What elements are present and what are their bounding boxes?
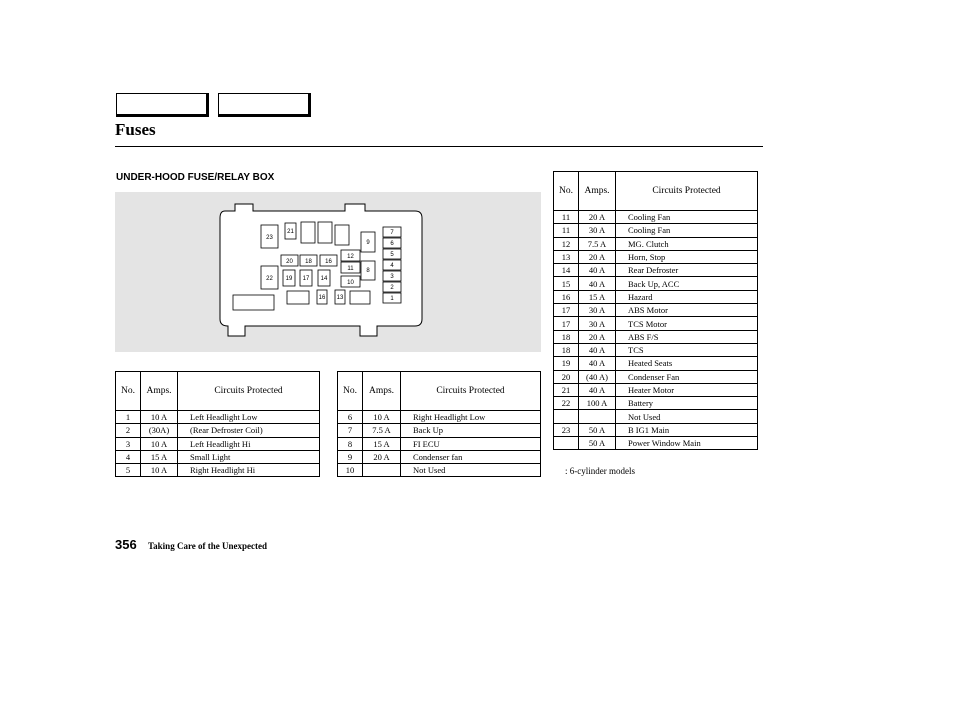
fuse-circuit: FI ECU [401,437,541,450]
table-row [338,411,541,424]
fuse-number: 17 [554,304,579,317]
col-header-circuits: Circuits Protected [401,372,541,411]
table-row [554,357,758,370]
fuse-circuit: B IG1 Main [616,423,758,436]
col-header-no: No. [554,172,579,211]
relay-slot-c [335,225,349,245]
relay-slot-a [301,222,315,243]
fuse-number: 23 [554,423,579,436]
fuse-number: 6 [338,411,363,424]
fuse-amps: 40 A [579,277,616,290]
fuse-amps: 50 A [579,437,616,450]
label-22: 22 [266,276,273,282]
fuse-circuit: Power Window Main [616,437,758,450]
table-row [554,304,758,317]
table-row [554,264,758,277]
fuse-number: 10 [338,464,363,477]
fuse-amps: 30 A [579,224,616,237]
fuse-amps [579,410,616,423]
fuse-number: 11 [554,211,579,224]
relay-slot-f [233,295,274,310]
fuse-circuit: ABS F/S [616,330,758,343]
fuse-number: 12 [554,237,579,250]
fuse-circuit: Right Headlight Hi [178,464,320,477]
label-16a: 16 [325,259,332,265]
fuse-number: 22 [554,397,579,410]
label-12: 12 [347,254,354,260]
label-13: 13 [336,295,344,301]
label-18: 18 [305,259,312,265]
fuse-amps: (40 A) [579,370,616,383]
fuse-amps: 100 A [579,397,616,410]
table-row [338,424,541,437]
label-8: 8 [366,268,370,274]
fuse-amps: 20 A [363,450,401,463]
fuse-number: 7 [338,424,363,437]
fuse-circuit: Not Used [401,464,541,477]
label-6: 6 [390,241,394,247]
fuse-table-right [553,171,758,450]
table-row [554,237,758,250]
fuse-circuit: Horn, Stop [616,250,758,263]
header-tab-left [116,93,209,117]
col-header-circuits: Circuits Protected [616,172,758,211]
fuse-circuit: Right Headlight Low [401,411,541,424]
fuse-number: 20 [554,370,579,383]
fuse-circuit: Left Headlight Hi [178,437,320,450]
fuse-amps: 40 A [579,264,616,277]
fuse-circuit: TCS [616,343,758,356]
fuse-circuit: Back Up [401,424,541,437]
table-row [338,450,541,463]
table-row [554,250,758,263]
section-heading: UNDER-HOOD FUSE/RELAY BOX [116,172,275,183]
fuse-circuit: Back Up, ACC [616,277,758,290]
fuse-number: 15 [554,277,579,290]
fuse-number: 21 [554,383,579,396]
table-row [554,317,758,330]
table-row [554,277,758,290]
fuse-amps: 30 A [579,304,616,317]
fuse-number: 1 [116,411,141,424]
label-23: 23 [266,235,273,241]
fuse-table-middle [337,371,541,477]
fuse-number: 11 [554,224,579,237]
fuse-amps [363,464,401,477]
fuse-box-diagram [115,192,541,352]
label-7: 7 [390,230,394,236]
label-16b: 16 [318,295,326,301]
fuse-amps: 20 A [579,211,616,224]
label-19: 19 [285,276,293,282]
table-row [554,330,758,343]
relay-slot-b [318,222,332,243]
label-3: 3 [390,274,394,280]
fuse-number: 8 [338,437,363,450]
fuse-number: 4 [116,450,141,463]
fuse-circuit: Cooling Fan [616,224,758,237]
table-row [554,410,758,423]
fuse-circuit: Condenser Fan [616,370,758,383]
fuse-amps: 50 A [579,423,616,436]
fuse-circuit: Condenser fan [401,450,541,463]
fuse-circuit: Heater Motor [616,383,758,396]
fuse-table-left [115,371,320,477]
fuse-amps: 10 A [141,464,178,477]
fuse-amps: 15 A [363,437,401,450]
fuse-amps: 20 A [579,250,616,263]
fuse-amps: 15 A [579,290,616,303]
table-row [338,464,541,477]
table-row [554,397,758,410]
table-row [116,424,320,437]
label-9: 9 [366,240,370,246]
label-20: 20 [286,259,293,265]
page-section-title: Taking Care of the Unexpected [148,541,267,551]
table-row [554,211,758,224]
fuse-number [554,410,579,423]
relay-slot-d [287,291,309,304]
table-row [554,370,758,383]
label-10: 10 [347,280,354,286]
col-header-amps: Amps. [363,372,401,411]
fuse-circuit: Not Used [616,410,758,423]
fuse-circuit: ABS Motor [616,304,758,317]
fuse-amps: 7.5 A [579,237,616,250]
label-11: 11 [347,266,354,272]
fuse-number: 9 [338,450,363,463]
footnote: : 6-cylinder models [565,466,635,476]
fuse-amps: 15 A [141,450,178,463]
fuse-amps: 40 A [579,383,616,396]
table-row [116,437,320,450]
label-14: 14 [320,276,328,282]
fuse-number: 13 [554,250,579,263]
fuse-circuit: (Rear Defroster Coil) [178,424,320,437]
table-row [116,411,320,424]
relay-slot-e [350,291,370,304]
fuse-circuit: Small Light [178,450,320,463]
fuse-number: 19 [554,357,579,370]
label-5: 5 [390,252,394,258]
label-17: 17 [302,276,310,282]
fuse-circuit: Hazard [616,290,758,303]
fuse-amps: 10 A [363,411,401,424]
fuse-amps: 10 A [141,411,178,424]
label-4: 4 [390,263,394,269]
col-header-no: No. [116,372,141,411]
fuse-number: 5 [116,464,141,477]
col-header-circuits: Circuits Protected [178,372,320,411]
fuse-circuit: Battery [616,397,758,410]
fuse-circuit: MG. Clutch [616,237,758,250]
fuse-amps: 20 A [579,330,616,343]
table-row [554,423,758,436]
table-row [554,343,758,356]
fuse-number: 14 [554,264,579,277]
fuse-number: 18 [554,330,579,343]
table-row [554,290,758,303]
fuse-number: 3 [116,437,141,450]
table-row [554,437,758,450]
fuse-number: 16 [554,290,579,303]
fuse-circuit: Rear Defroster [616,264,758,277]
col-header-amps: Amps. [141,372,178,411]
table-row [554,224,758,237]
col-header-no: No. [338,372,363,411]
fuse-number [554,437,579,450]
label-2: 2 [390,285,394,291]
fuse-circuit: Cooling Fan [616,211,758,224]
fuse-box-diagram-area [115,192,541,352]
fuse-number: 17 [554,317,579,330]
fuse-amps: 10 A [141,437,178,450]
fuse-amps: 7.5 A [363,424,401,437]
table-row [116,450,320,463]
table-row [338,437,541,450]
col-header-amps: Amps. [579,172,616,211]
fuse-circuit: Left Headlight Low [178,411,320,424]
label-21: 21 [287,229,294,235]
table-row [116,464,320,477]
fuse-number: 18 [554,343,579,356]
page-title: Fuses [115,120,156,139]
fuse-number: 2 [116,424,141,437]
page-number: 356 [115,537,137,552]
fuse-circuit: Heated Seats [616,357,758,370]
title-rule [115,146,763,147]
fuse-circuit: TCS Motor [616,317,758,330]
fuse-amps: 40 A [579,343,616,356]
fuse-amps: 40 A [579,357,616,370]
header-tab-right [218,93,311,117]
fuse-amps: (30A) [141,424,178,437]
fuse-amps: 30 A [579,317,616,330]
label-1: 1 [390,296,394,302]
table-row [554,383,758,396]
